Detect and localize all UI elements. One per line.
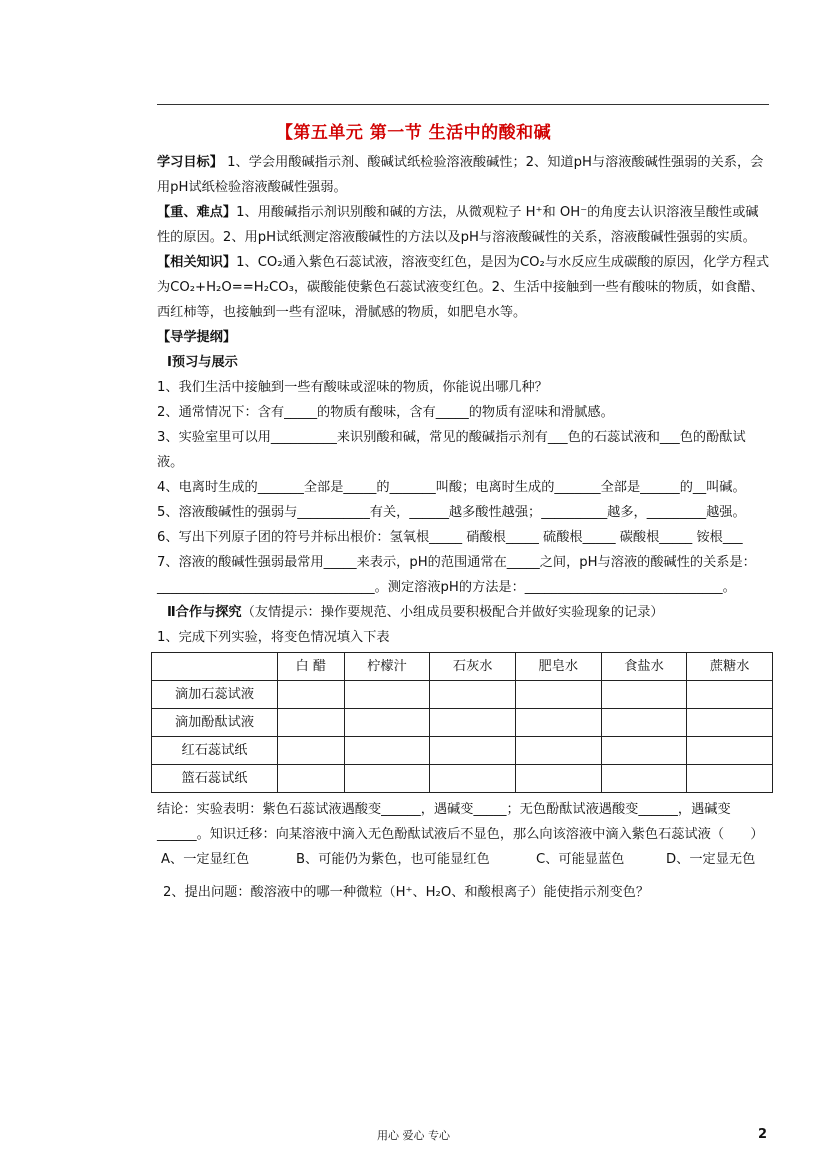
option-d[interactable]: D、一定显无色	[666, 852, 756, 867]
question-2: 2、通常情况下：含有_____的物质有酸味，含有_____的物质有涩味和滑腻感。	[157, 405, 614, 420]
question-3: 3、实验室里可以用__________来识别酸和碱，常见的酸碱指示剂有___色的石蕊试液和___色的酚酞试液。	[157, 430, 746, 470]
answer-cell[interactable]	[601, 709, 687, 737]
answer-cell[interactable]	[516, 709, 602, 737]
table-header-cell: 石灰水	[430, 653, 516, 681]
row-label: 红石蕊试纸	[152, 737, 278, 765]
section-explore-label: Ⅱ合作与探究	[167, 605, 242, 620]
table-row	[152, 737, 773, 765]
related-knowledge	[157, 250, 769, 325]
question-5: 5、溶液酸碱性的强弱与___________有关，______越多酸性越强；__________越多，_________越强。	[157, 505, 746, 520]
row-label: 滴加石蕊试液	[152, 681, 278, 709]
header-rule	[157, 104, 769, 105]
task-1: 1、完成下列实验，将变色情况填入下表	[157, 630, 390, 645]
answer-cell[interactable]	[601, 737, 687, 765]
question-1: 1、我们生活中接触到一些有酸味或涩味的物质，你能说出哪几种？	[157, 380, 548, 395]
answer-cell[interactable]	[430, 681, 516, 709]
document-body	[157, 150, 769, 905]
table-header-cell: 蔗糖水	[687, 653, 773, 681]
conclusion: 结论：实验表明：紫色石蕊试液遇酸变______，遇碱变_____；无色酚酞试液遇酸变______，遇碱变______。知识迁移：向某溶液中滴入无色酚酞试液后不显色，那么向该溶液中滴入紫色石蕊试液（ ）	[157, 802, 764, 842]
answer-cell[interactable]	[601, 765, 687, 793]
related-knowledge-label: 【相关知识】	[157, 255, 237, 270]
key-points	[157, 200, 769, 250]
answer-cell[interactable]	[430, 737, 516, 765]
table-header-cell: 柠檬汁	[344, 653, 430, 681]
answer-cell[interactable]	[344, 737, 430, 765]
question-7: 7、溶液的酸碱性强弱最常用_____来表示，pH的范围通常在_____之间，pH与溶液的酸碱性的关系是：_________________________________。测定溶液pH的方法是：______________________________。	[157, 555, 756, 595]
question-4: 4、电离时生成的_______全部是_____的_______叫酸；电离时生成的_______全部是______的__叫碱。	[157, 480, 746, 495]
answer-cell[interactable]	[344, 765, 430, 793]
table-row	[152, 765, 773, 793]
table-row	[152, 709, 773, 737]
experiment-table	[151, 652, 773, 793]
learning-goals-text: 1、学会用酸碱指示剂、酸碱试纸检验溶液酸碱性；2、知道pH与溶液酸碱性强弱的关系，会用pH试纸检验溶液酸碱性强弱。	[157, 155, 764, 195]
answer-cell[interactable]	[278, 681, 345, 709]
table-header-cell	[152, 653, 278, 681]
table-header-row	[152, 653, 773, 681]
table-header-cell: 白 醋	[278, 653, 345, 681]
outline-heading: 【导学提纲】	[157, 330, 237, 345]
page-number: 2	[758, 1127, 768, 1142]
answer-cell[interactable]	[430, 765, 516, 793]
table-header-cell: 肥皂水	[516, 653, 602, 681]
section-preview-heading: Ⅰ预习与展示	[167, 355, 238, 370]
row-label: 篮石蕊试纸	[152, 765, 278, 793]
answer-cell[interactable]	[687, 765, 773, 793]
related-knowledge-text: 1、CO₂通入紫色石蕊试液，溶液变红色，是因为CO₂与水反应生成碳酸的原因，化学方程式为CO₂+H₂O==H₂CO₃，碳酸能使紫色石蕊试液变红色。2、生活中接触到一些有酸味的物质，如食醋、西红柿等，也接触到一些有涩味，滑腻感的物质，如肥皂水等。	[157, 255, 770, 320]
answer-cell[interactable]	[516, 737, 602, 765]
answer-cell[interactable]	[516, 681, 602, 709]
learning-goals	[157, 150, 769, 200]
answer-cell[interactable]	[516, 765, 602, 793]
answer-cell[interactable]	[278, 709, 345, 737]
option-b[interactable]: B、可能仍为紫色，也可能显红色	[296, 852, 490, 867]
key-points-label: 【重、难点】	[157, 205, 237, 220]
section-explore-heading	[157, 600, 769, 625]
answer-cell[interactable]	[278, 737, 345, 765]
key-points-text: 1、用酸碱指示剂识别酸和碱的方法，从微观粒子 H⁺和 OH⁻的角度去认识溶液呈酸性或碱性的原因。2、用pH试纸测定溶液酸碱性的方法以及pH与溶液酸碱性的关系，溶液酸碱性强弱的实质。	[157, 205, 759, 245]
question-6: 6、写出下列原子团的符号并标出根价：氢氧根_____ 硝酸根_____ 硫酸根_____ 碳酸根_____ 铵根___	[157, 530, 743, 545]
table-row	[152, 681, 773, 709]
answer-cell[interactable]	[687, 709, 773, 737]
answer-cell[interactable]	[278, 765, 345, 793]
answer-cell[interactable]	[687, 681, 773, 709]
learning-goals-label: 学习目标】	[157, 155, 223, 170]
answer-cell[interactable]	[344, 709, 430, 737]
answer-options	[157, 847, 769, 872]
answer-cell[interactable]	[687, 737, 773, 765]
answer-cell[interactable]	[344, 681, 430, 709]
answer-cell[interactable]	[430, 709, 516, 737]
page-title: 【第五单元 第一节 生活中的酸和碱	[275, 123, 552, 143]
section-explore-hint: （友情提示：操作要规范、小组成员要积极配合并做好实验现象的记录）	[241, 605, 664, 620]
page-footer: 用心 爱心 专心	[377, 1129, 450, 1142]
answer-cell[interactable]	[601, 681, 687, 709]
row-label: 滴加酚酞试液	[152, 709, 278, 737]
option-a[interactable]: A、一定显红色	[161, 852, 250, 867]
task-2: 2、提出问题：酸溶液中的哪一种微粒（H⁺、H₂O、和酸根离子）能使指示剂变色？	[163, 885, 650, 900]
table-header-cell: 食盐水	[601, 653, 687, 681]
option-c[interactable]: C、可能显蓝色	[536, 852, 625, 867]
